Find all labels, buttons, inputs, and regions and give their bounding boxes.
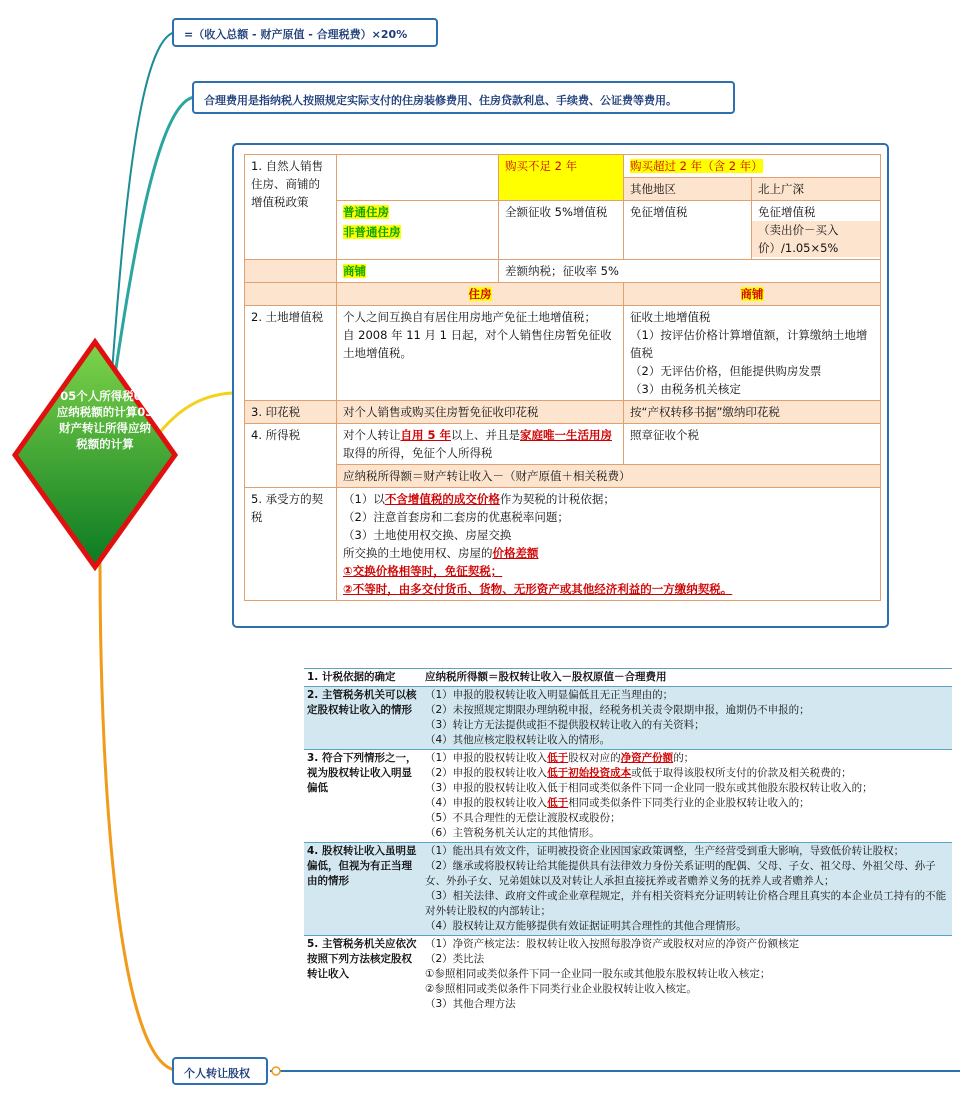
formula-topic[interactable]: =（收入总额 - 财产原值 - 合理税费）×20% [172,18,438,47]
branch-to-equity [100,562,175,1070]
assess-methods-label: 5. 主管税务机关应依次按照下列方法核定股权转让收入 [307,938,417,980]
low-income-label: 3. 符合下列情形之一，视为股权转让收入明显偏低 [307,752,417,794]
assess-methods-list: （1）净资产核定法：股权转让收入按照每股净资产或股权对应的净资产份额核定 （2）类比法 ①参照相同或类似条件下同一企业同一股东或其他股东股权转让收入核定； ②参照相同或类似条件下同类行业企业股权转让收入核定。 （3）其他合理方法 [425,938,800,1010]
central-topic-diamond [15,342,175,567]
vat-policy-label: 1. 自然人销售住房、商铺的增值税政策 [245,155,337,260]
bei-shang-guang-shen: 北上广深 [752,178,881,201]
over-2-years: 购买超过 2 年（含 2 年） [624,155,881,178]
equity-transfer-topic[interactable]: 个人转让股权 [172,1057,268,1085]
central-topic-label[interactable]: 05个人所得税04应纳税额的计算03财产转让所得应纳税额的计算 [56,389,154,451]
under-2-years: 购买不足 2 年 [499,155,624,201]
low-income-list: （1）申报的股权转让收入低于股权对应的净资产份额的； （2）申报的股权转让收入低于初始投资成本或低于取得该股权所支付的价款及相关税费的； （3）申报的股权转让收入低于相同或类似条件下同一企业同一股东或其他股东股权转让收入的； （4）申报的股权转让收入低于相同或类似条件下同类行业的企业股权转让收入的； （5）不具合理性的无偿让渡股权或股份； （6）主管税务机关认定的其他情形。 [425,752,873,839]
col-housing: 住房 [337,283,624,306]
equity-collapse-dot [272,1067,280,1075]
header-blank [245,283,337,306]
branch-to-reasonable-cost [115,97,195,375]
income-tax-shop: 照章征收个税 [624,424,881,465]
exempt-other: 免征增值税 [624,201,752,260]
empty-peach [245,260,337,283]
ordinary-housing: 普通住房 [343,205,389,219]
full-tax: 全额征收 5%增值税 [499,201,624,260]
deed-tax-label: 5. 承受方的契税 [245,488,337,601]
vat-diff-formula: （卖出价－买入价）/1.05×5% [752,221,880,257]
income-tax-housing: 对个人转让自用 5 年以上、并且是家庭唯一生活用房取得的所得，免征个人所得税 [337,424,624,465]
other-region: 其他地区 [624,178,752,201]
equity-transfer-table [304,668,952,1013]
real-estate-tax-panel [232,143,889,628]
assess-cases-list: （1）申报的股权转让收入明显偏低且无正当理由的； （2）未按照规定期限办理纳税申报，经税务机关责令限期申报，逾期仍不申报的； （3）转让方无法提供或拒不提供股权转让收入的有关资料； （4）其他应核定股权转让收入的情形。 [422,687,952,750]
justified-list: （1）能出具有效文件，证明被投资企业因国家政策调整，生产经营受到重大影响，导致低价转让股权； （2）继承或将股权转让给其能提供具有法律效力身份关系证明的配偶、父母、子女、祖父母、外祖父母、孙子女、外孙子女、兄弟姐妹以及对转让人承担直接抚养或者赡养义务的抚养人或者赡养人； （3）相关法律、政府文件或企业章程规定，并有相关资料充分证明转让价格合理且真实的本企业员工持有的不能对外转让股权的内部转让； （4）股权转让双方能够提供有效证据证明其合理性的其他合理情形。 [422,843,952,936]
stamp-tax-housing: 对个人销售或购买住房暂免征收印花税 [337,401,624,424]
stamp-tax-shop: 按“产权转移书据”缴纳印花税 [624,401,881,424]
income-tax-label: 4. 所得税 [245,424,337,488]
tax-base-formula: 应纳税所得额＝股权转让收入－股权原值－合理费用 [425,671,667,683]
shop-diff-tax: 差额纳税；征收率 5% [499,260,881,283]
justified-label: 4. 股权转让收入虽明显偏低，但视为有正当理由的情形 [304,843,422,936]
reasonable-cost-topic[interactable]: 合理费用是指纳税人按照规定实际支付的住房装修费用、住房贷款利息、手续费、公证费等费用。 [192,81,735,114]
tax-base-label: 1. 计税依据的确定 [307,671,396,683]
land-vat-housing: 个人之间互换自有居住用房地产免征土地增值税； 自 2008 年 11 月 1 日起，对个人销售住房暂免征收土地增值税。 [337,306,624,401]
assess-cases-label: 2. 主管税务机关可以核定股权转让收入的情形 [304,687,422,750]
income-tax-formula: 应纳税所得额＝财产转让收入－（财产原值＋相关税费） [337,465,881,488]
exempt-bsgs: 免征增值税 [758,205,816,219]
real-estate-tax-table [244,154,881,601]
shop-label: 商铺 [343,264,366,278]
deed-tax-content: （1）以不含增值税的成交价格作为契税的计税依据； （2）注意首套房和二套房的优惠税率问题； （3）土地使用权交换、房屋交换 所交换的土地使用权、房屋的价格差额 ①交换价格相等时，免征契税； ②不等时，由多交付货币、货物、无形资产或其他经济利益的一方缴纳契税。 [337,488,881,601]
land-vat-shop: 征收土地增值税 （1）按评估价格计算增值额，计算缴纳土地增值税 （2）无评估价格，但能提供购房发票 （3）由税务机关核定 [624,306,881,401]
exempt-bsgs-cell [752,201,881,260]
shop-label-cell [337,260,499,283]
stamp-tax-label: 3. 印花税 [245,401,337,424]
non-ordinary-housing: 非普通住房 [343,225,401,239]
ordinary-non-ordinary-cell [337,201,499,260]
land-vat-label: 2. 土地增值税 [245,306,337,401]
col-shop: 商铺 [624,283,881,306]
branch-to-formula [112,32,175,372]
cell-blank [337,155,499,201]
